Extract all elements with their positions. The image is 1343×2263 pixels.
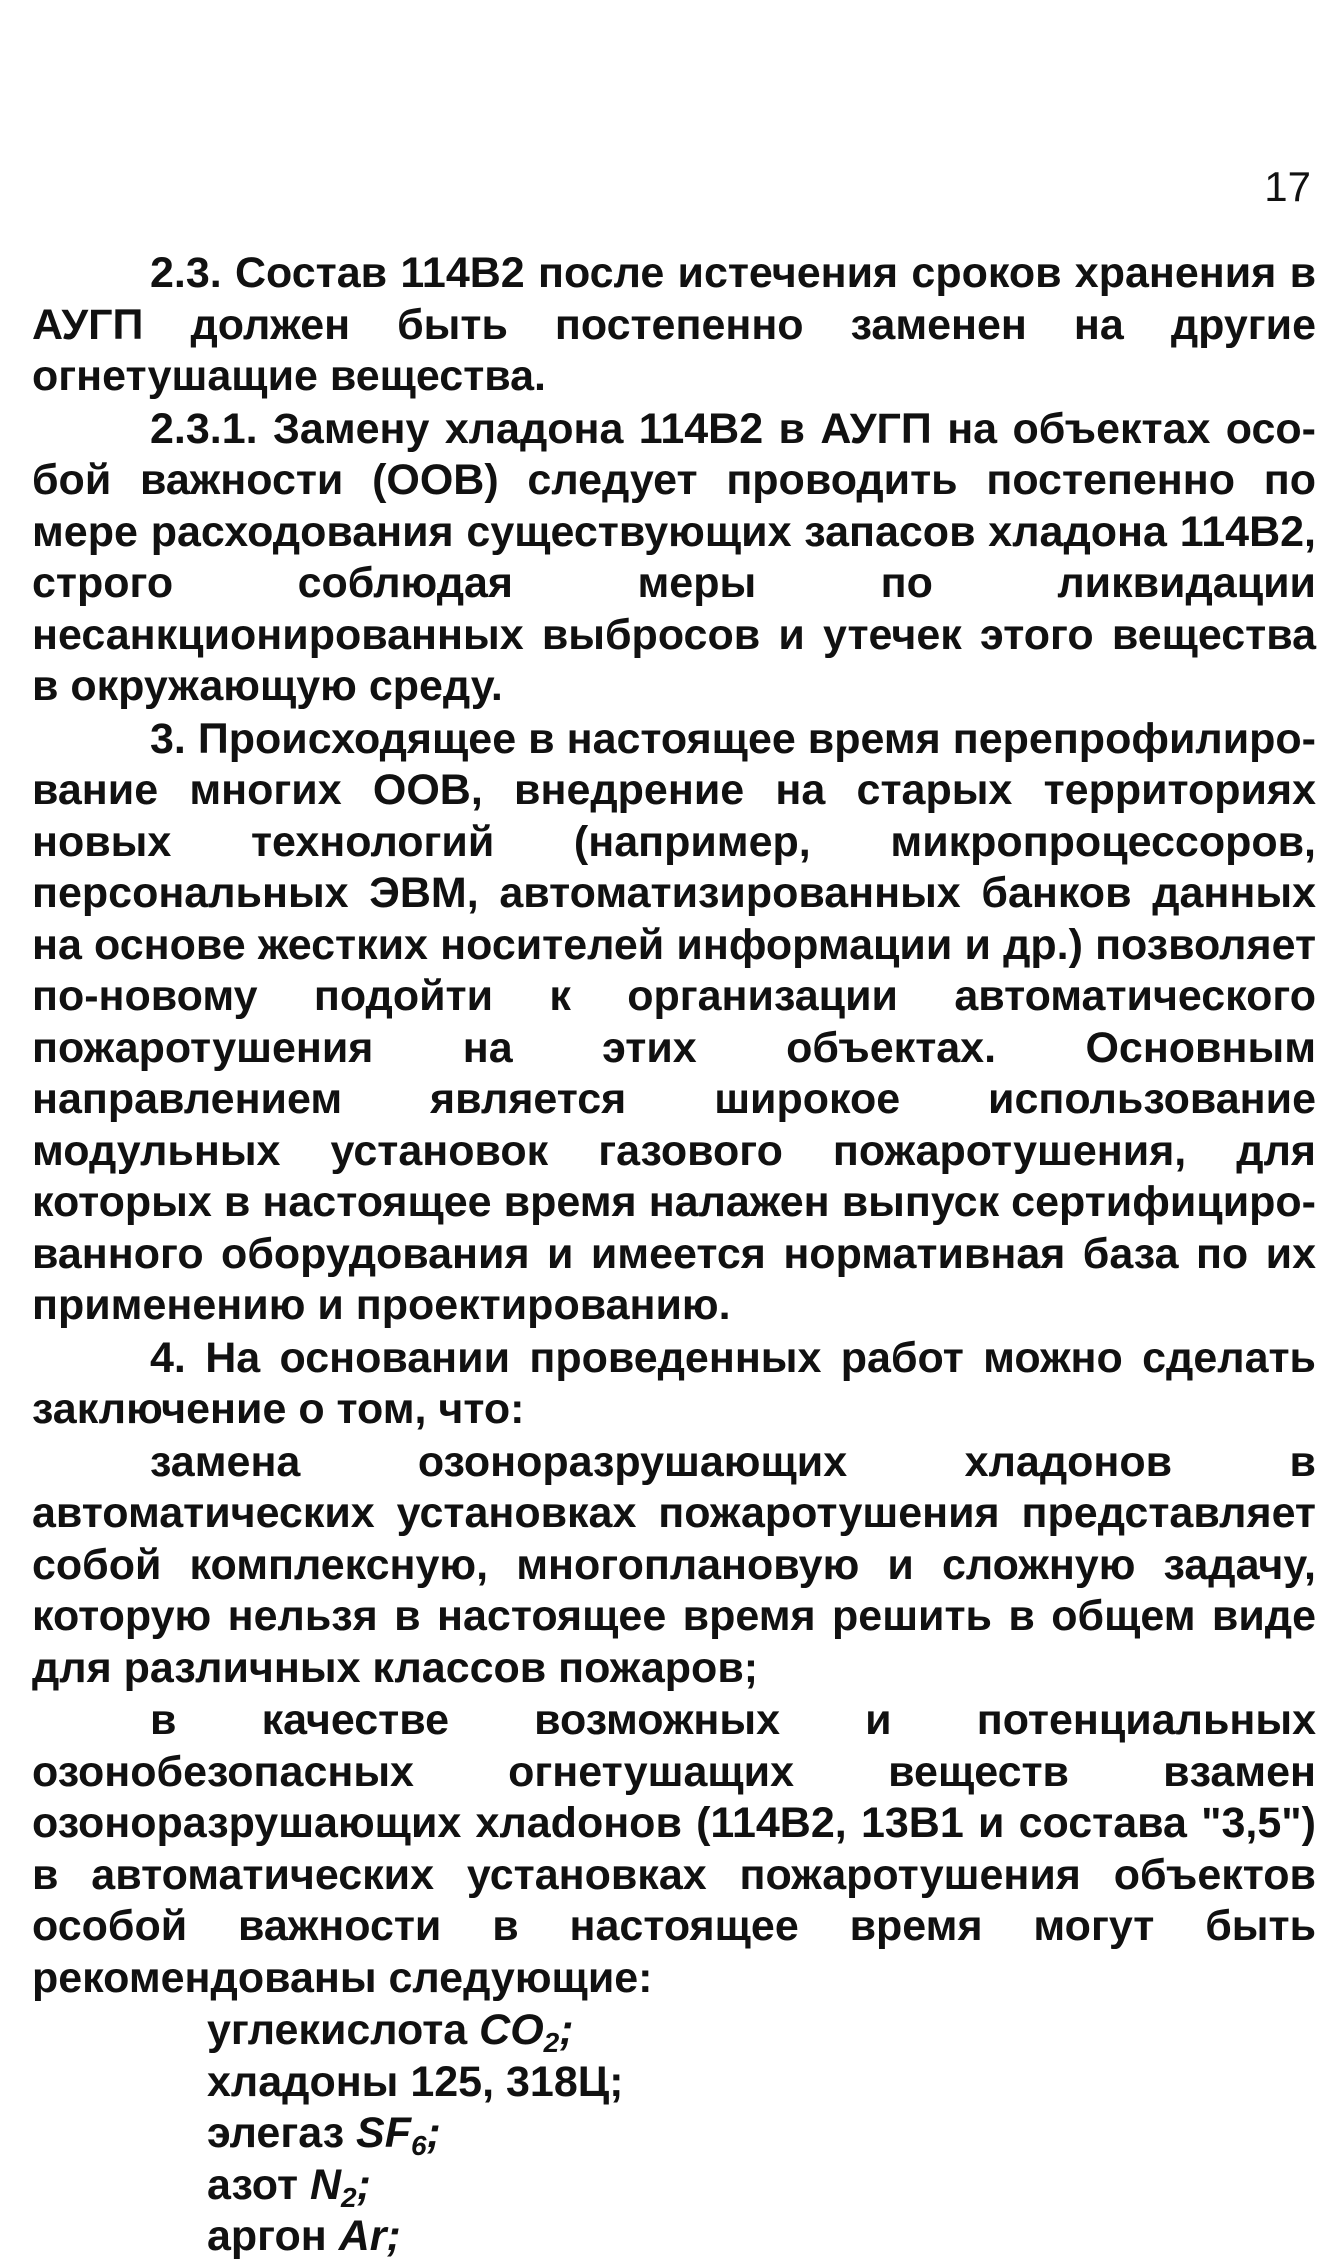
paragraph-2-3-1: 2.3.1. Замену хладона 114В2 в АУГП на объектах особой важности (ООВ) следует проводить постепенно по мере расходования существующих запасов хладона 114В2, строго соблюдая меры по ликвидации несанкционированных выбросов и утечек этого вещества в окружающую среду. <box>32 404 1316 710</box>
list-item <box>207 2108 1316 2160</box>
agent-formula: $N_2$; <box>309 2160 371 2213</box>
agent-formula: $CO_2$; <box>479 2006 574 2058</box>
agent-label: аргон <box>207 2212 327 2260</box>
agent-label: азот <box>207 2160 298 2209</box>
agent-label: углекислота <box>207 2006 468 2054</box>
agent-formula: Ar; <box>338 2212 401 2260</box>
list-item <box>207 2005 1316 2057</box>
paragraph-conclusion-1: замена озоноразрушающих хладонов в автоматических установках пожаротушения представляет собой комплексную, многоплановую и сложную задачу, которую нельзя в настоящее время решить в общем виде для различных классов пожаров; <box>32 1437 1316 1692</box>
paragraph-2-3: 2.3. Состав 114В2 после истечения сроков хранения в АУГП должен быть постепенно заменен на другие огнетушащие вещества. <box>32 249 1316 400</box>
agent-label: элегаз <box>207 2109 345 2157</box>
list-item <box>207 2057 1316 2109</box>
paragraph-conclusion-2: в качестве возможных и потенциальных озонобезопасных огнетушащих веществ взамен озоноразрушающих хлаdонов (114В2, 13В1 и состава "3,5") в автоматических установках пожаротушения объектов особой важности в настоящее время могут быть рекомендованы следующие: <box>32 1696 1316 2002</box>
agent-formula: $SF_6$; <box>356 2109 441 2161</box>
paragraph-4: 4. На основании проведенных работ можно сделать заключение о том, что: <box>32 1333 1316 1433</box>
list-item <box>207 2160 1316 2212</box>
paragraph-3: 3. Происходящее в настоящее время перепрофилирование многих ООВ, внедрение на старых территориях новых технологий (например, микропроцессоров, персональных ЭВМ, автоматизированных банков данных на основе жестких носителей информации и др.) позволяет по-новому подойти к организации автоматического пожаротушения на этих объектах. Основным направлением является широкое использование модульных установок газового пожаротушения, для которых в настоящее время налажен выпуск сертифицированного оборудования и имеется нормативная база по их применению и проектированию. <box>32 714 1316 1329</box>
agent-label: хладоны 125, 318Ц; <box>207 2057 624 2106</box>
list-item <box>207 2211 1316 2263</box>
page-body <box>32 248 1316 2263</box>
agent-list <box>32 2005 1316 2263</box>
page-number: 17 <box>1264 163 1311 210</box>
